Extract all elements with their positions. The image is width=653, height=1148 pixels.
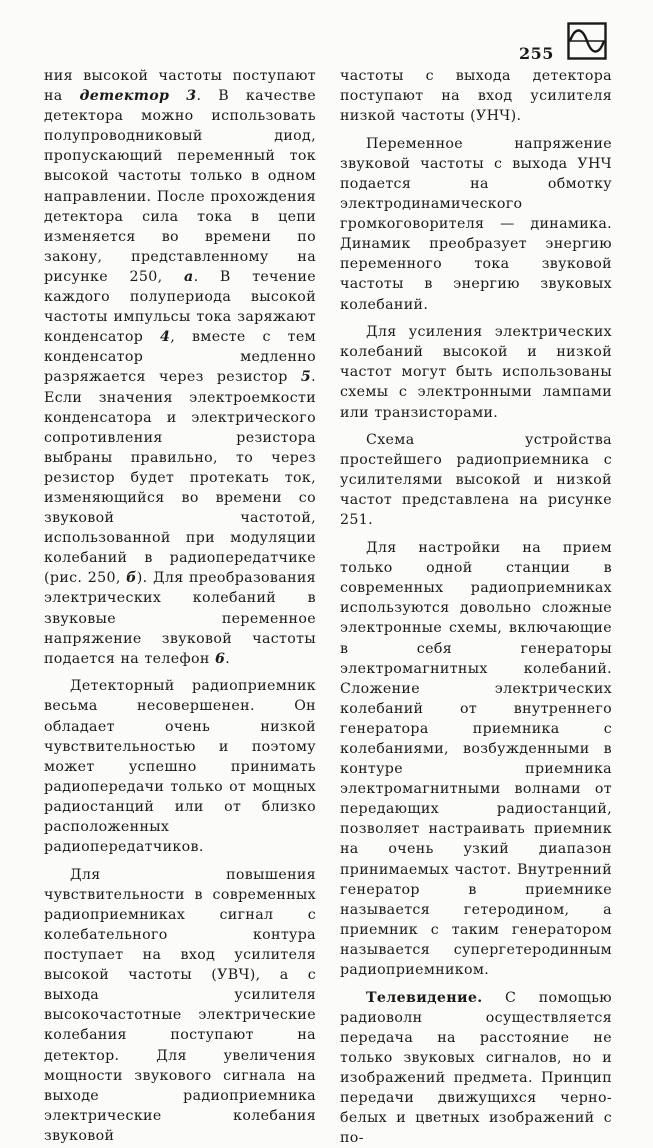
paragraph-television: Телевидение. С помощью радиоволн осуществляется передача на расстояние не только звуковых сигналов, но и изображений предмета. Принцип передачи движущихся черно-белых и цветных изображений с по- xyxy=(340,989,612,1147)
paragraph-speaker: Переменное напряжение звуковой частоты с выхода УНЧ подается на обмотку электродинамического громкоговорителя — динамика. Динамик преобразует энергию переменного тока звуковой частоты в энергию звуковых колебаний. xyxy=(340,135,612,313)
figure-ref-5: 5 xyxy=(300,369,312,386)
paragraph-detector: ния высокой частоты поступают на детектор 3. В качестве детектора можно использовать полупроводниковый диод, пропускающий переменный ток высокой частоты только в одном направлении. После прохождения детектора сила тока в цепи изменяется во времени по закону, представленному на рисунке 250, а. В течение каждого полупериода высокой частоты импульсы тока заряжают конденсатор 4, вместе с тем конденсатор медленно разряжается через резистор 5. Если значения электроемкости конденсатора и электрического сопротивления резистора выбраны правильно, то через резистор будет протекать ток, изменяющийся во времени со звуковой частотой, использованной при модуляции колебаний в радиопередатчике (рис. 250, б). Для преобразования электрических колебаний в звуковые переменное напряжение звуковой частоты подается на телефон 6. xyxy=(44,68,316,667)
paragraph-detector-receiver: Детекторный радиоприемник весьма несовершенен. Он обладает очень низкой чувствительностью и поэтому может успешно принимать радиопередачи только от мощных радиостанций или от близко расположенных радиопередатчиков. xyxy=(44,678,316,856)
heading-television: Телевидение. xyxy=(366,989,483,1006)
figure-ref-3: 3 xyxy=(186,88,197,105)
term-detector: детектор xyxy=(79,88,170,105)
paragraph-heterodyne: Для настройки на прием только одной станции в современных радиоприемниках используются довольно сложные электронные схемы, включающие в себя генераторы электромагнитных колебаний. Сложение электрических колебаний от внутреннего генератора приемника с колебаниями, возбужденными в контуре приемника электромагнитными волнами от передающих радиостанций, позволяет настраивать приемник на очень узкий диапазон принимаемых частот. Внутренний генератор в приемнике называется гетеродином, а приемник с таким генератором называется супергетеродинным радиоприемником. xyxy=(340,540,612,979)
page-number: 255 xyxy=(519,44,554,63)
figure-ref-4: 4 xyxy=(160,329,171,346)
figure-ref-a: а xyxy=(184,268,194,285)
paragraph-amplification: Для усиления электрических колебаний высокой и низкой частот могут быть использованы схемы с электронными лампами или транзисторами. xyxy=(340,324,612,421)
figure-ref-b: б xyxy=(126,570,137,587)
figure-ref-6: 6 xyxy=(215,650,226,667)
right-column xyxy=(340,66,612,1148)
left-column xyxy=(44,66,316,1146)
sine-wave-icon xyxy=(567,22,607,60)
paragraph-unch: частоты с выхода детектора поступают на вход усилителя низкой частоты (УНЧ). xyxy=(340,68,612,125)
paragraph-sensitivity: Для повышения чувствительности в современных радиоприемниках сигнал с колебательного контура поступает на вход усилителя высокой частоты (УВЧ), а с выхода усилителя высокочастотные электрические колебания поступают на детектор. Для увеличения мощности звукового сигнала на выходе радиоприемника электрические колебания звуковой xyxy=(44,866,316,1144)
paragraph-schematic: Схема устройства простейшего радиоприемника с усилителями высокой и низкой частот представлена на рисунке 251. xyxy=(340,432,612,529)
